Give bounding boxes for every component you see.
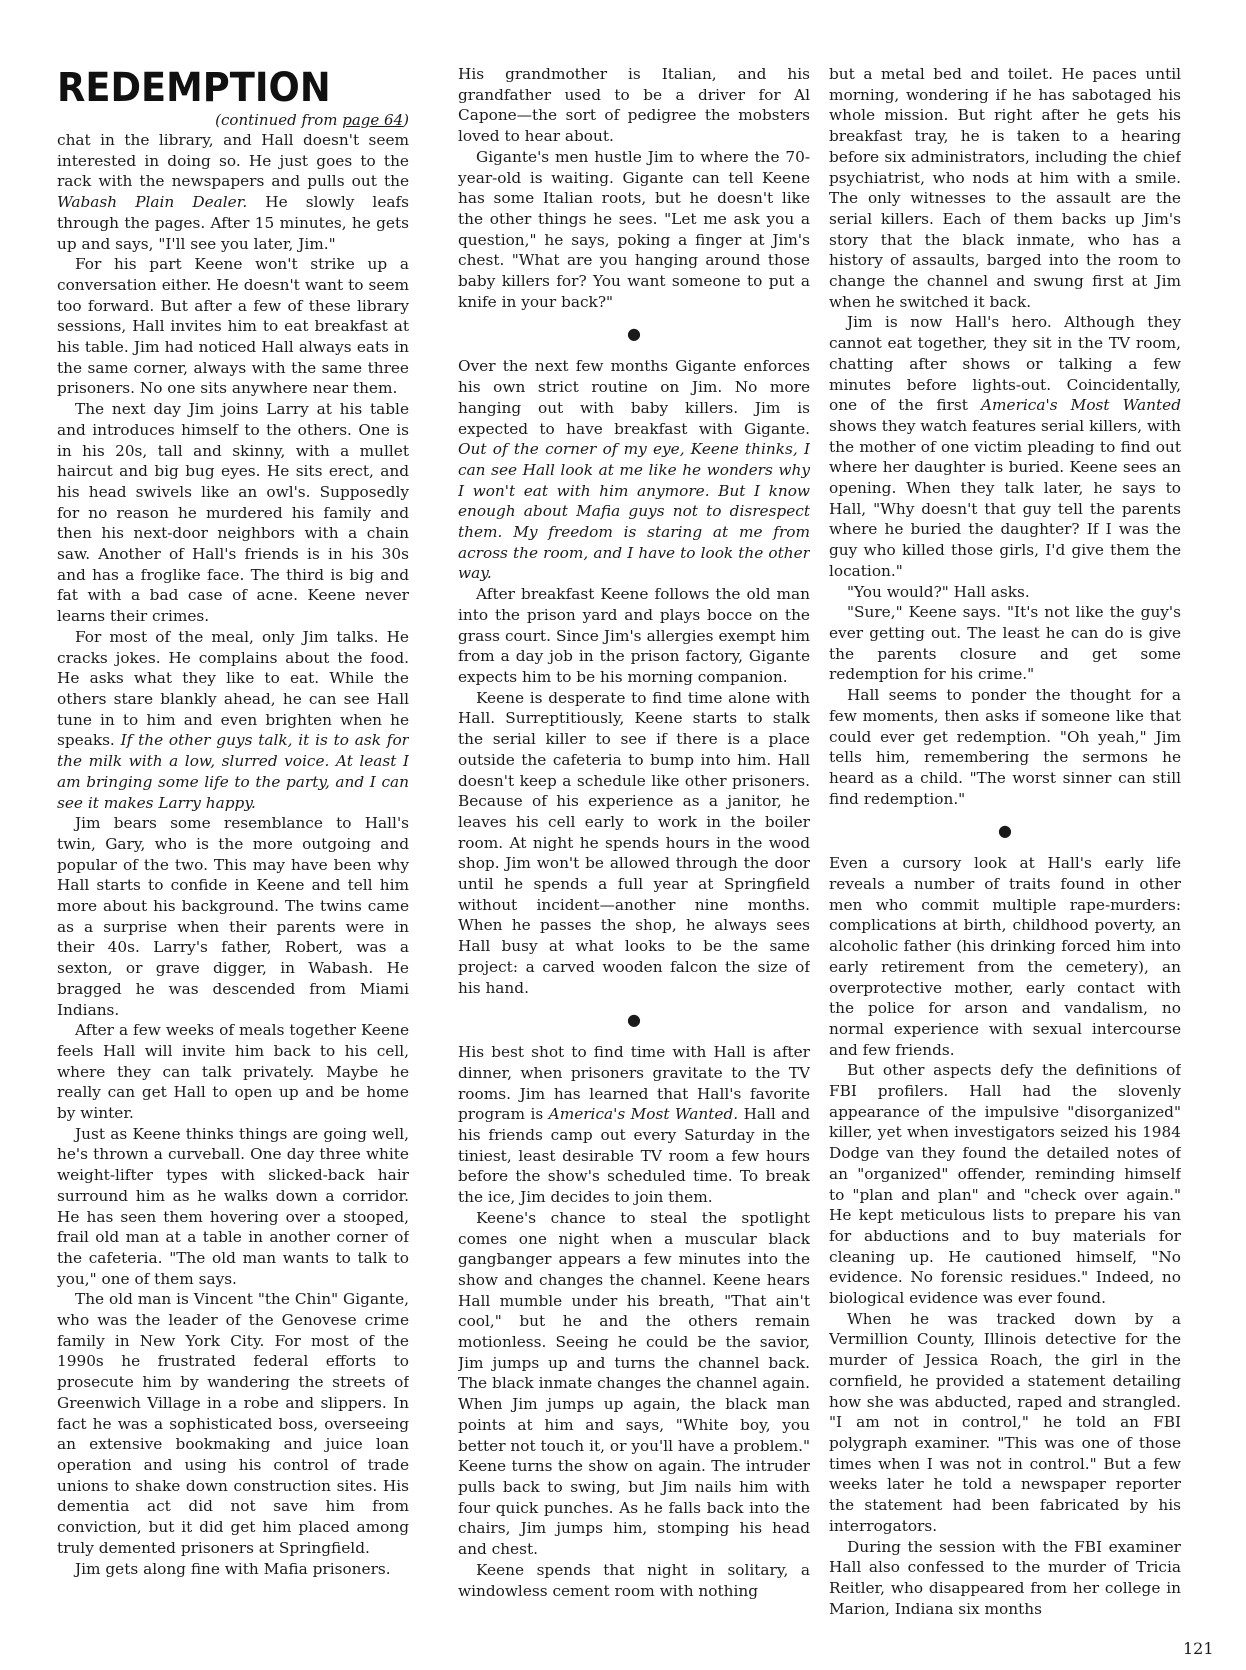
paragraph-text: Jim is now Hall's hero. Although they cannot eat together, they sit in the TV room, chatting after shows or talking a few minutes before lights-out. Coincidentally, one of the first [829, 313, 1181, 415]
paragraph-text: shows they watch features serial killers, with the mother of one victim pleading to find out where her daughter is buried. Keene sees an opening. When they talk later, he says to Hall, "Why doesn't that guy tell the parents where he buried the daughter? If I was the guy who killed those girls, I'd give them the location." [829, 416, 1181, 580]
paragraph [829, 312, 1181, 581]
paragraph: Keene's chance to steal the spotlight comes one night when a muscular black gangbanger appears a few minutes into the show and changes the channel. Keene hears Hall mumble under his breath, "That ain't cool," but he and the others remain motionless. Seeing he could be the savior, Jim jumps up and turns the channel back. The black inmate changes the channel again. When Jim jumps up again, the black man points at him and says, "White boy, you better not touch it, or you'll have a problem." Keene turns the show on again. The intruder pulls back to swing, but Jim nails him with four quick punches. As he falls back into the chairs, Jim jumps him, stomping his head and chest. [458, 1208, 810, 1559]
paragraph: Jim gets along fine with Mafia prisoners. [75, 1559, 391, 1578]
page-number: 121 [1183, 1639, 1214, 1658]
paragraph: His grandmother is Italian, and his grandfather used to be a driver for Al Capone—the sort of pedigree the mobsters loved to hear about. [458, 65, 810, 146]
continued-prefix: (continued from [215, 111, 343, 129]
paragraph: Just as Keene thinks things are going well, he's thrown a curveball. One day three white weight-lifter types with slicked-back hair surround him as he walks down a corridor. He has seen them hovering over a stooped, frail old man at a table in another corner of the cafeteria. "The old man wants to talk to you," one of them says. [57, 1124, 409, 1288]
paragraph: "You would?" Hall asks. [847, 582, 1030, 601]
paragraph [57, 627, 409, 813]
paragraph: Keene is desperate to find time alone with Hall. Surreptitiously, Keene starts to stalk the serial killer to see if there is a place outside the cafeteria to bump into him. Hall doesn't keep a schedule like other prisoners. Because of his experience as a janitor, he leaves his cell early to work in the boiler room. At night he spends hours in the wood shop. Jim won't be allowed through the door until he spends a full year at Springfield without incident—another nine months. When he passes the shop, he always sees Hall busy at what looks to be the same project: a carved wooden falcon the size of his hand. [458, 688, 810, 997]
article-title: REDEMPTION [57, 65, 331, 111]
paragraph: Keene spends that night in solitary, a windowless cement room with nothing [458, 1560, 810, 1600]
continued-note [57, 110, 409, 130]
paragraph [458, 1042, 810, 1208]
paragraph [57, 130, 409, 254]
column-2 [458, 64, 810, 1664]
paragraph-text: chat in the library, and Hall doesn't seem interested in doing so. He just goes to the rack with the newspapers and pulls out the [57, 131, 409, 191]
paragraph-italic: Out of the corner of my eye, Keene thinks, I can see Hall look at me like he wonders why I won't eat with him anymore. But I know enough about Mafia guys not to disrespect them. My freedom is staring at me from across the room, and I have to look the other way. [458, 440, 810, 583]
paragraph: Jim bears some resemblance to Hall's twin, Gary, who is the more outgoing and popular of the two. This may have been why Hall starts to confide in Keene and tell him more about his background. The twins came as a surprise when their parents were in their 40s. Larry's father, Robert, was a sexton, or grave digger, in Wabash. He bragged he was descended from Miami Indians. [57, 814, 409, 1019]
continued-page-link[interactable]: page 64 [342, 111, 404, 129]
paragraph: The next day Jim joins Larry at his table and introduces himself to the others. One is in his 20s, tall and skinny, with a mullet haircut and big bug eyes. He sits erect, and his head swivels like an owl's. Supposedly for no reason he murdered his family and then his next-door neighbors with a chain saw. Another of Hall's friends is in his 30s and has a froglike face. The third is big and fat with a bad case of acne. Keene never learns their crimes. [57, 400, 409, 626]
paragraph: but a metal bed and toilet. He paces until morning, wondering if he has sabotaged his whole mission. But right after he gets his breakfast tray, he is taken to a hearing before six administrators, including the chief psychiatrist, who nods at him with a smile. The only witnesses to the assault are the serial killers. Each of them backs up Jim's story that the black inmate, who has a history of assaults, barged into the room to change the channel and swung first at Jim when he switched it back. [829, 65, 1181, 311]
paragraph: Gigante's men hustle Jim to where the 70-year-old is waiting. Gigante can tell Keene has some Italian roots, but he doesn't like the other things he sees. "Let me ask you a question," he says, poking a finger at Jim's chest. "What are you hanging around those baby killers for? You want someone to put a knife in your back?" [458, 147, 810, 311]
paragraph: Even a cursory look at Hall's early life reveals a number of traits found in other men who commit multiple rape-murders: complications at birth, childhood poverty, an alcoholic father (his drinking forced him into early retirement from the cemetery), an overprotective mother, early contact with the police for arson and vandalism, no normal experience with sexual intercourse and few friends. [829, 854, 1181, 1059]
paragraph-text: He slowly leafs through the pages. After 15 minutes, he gets up and says, "I'll see you later, Jim." [57, 193, 409, 253]
paragraph: During the session with the FBI examiner Hall also confessed to the murder of Tricia Reitler, who disappeared from her college in Marion, Indiana six months [829, 1537, 1181, 1618]
section-break-bullet: ● [998, 821, 1012, 841]
paragraph-italic: America's Most Wanted. [548, 1105, 739, 1124]
paragraph: After a few weeks of meals together Keene feels Hall will invite him back to his cell, where they can talk privately. Maybe he really can get Hall to open up and be home by winter. [57, 1021, 409, 1123]
column-1 [57, 64, 409, 1664]
paragraph-text: His best shot to find time with Hall is after dinner, when prisoners gravitate to the TV rooms. Jim has learned that Hall's favorite program is [458, 1043, 810, 1124]
paragraph-italic: Wabash Plain Dealer. [57, 193, 248, 212]
paragraph: The old man is Vincent "the Chin" Gigante, who was the leader of the Genovese crime family in New York City. For most of the 1990s he frustrated federal efforts to prosecute him by wandering the streets of Greenwich Village in a robe and slippers. In fact he was a sophisticated boss, overseeing an extensive bookmaking and juice loan operation and using his control of trade unions to shake down construction sites. His dementia act did not save him from conviction, but it did get him placed among truly demented prisoners at Springfield. [57, 1290, 409, 1557]
section-break-bullet: ● [627, 1010, 641, 1030]
paragraph: After breakfast Keene follows the old man into the prison yard and plays bocce on the grass court. Since Jim's allergies exempt him from a day job in the prison factory, Gigante expects him to be his morning companion. [458, 585, 810, 686]
paragraph-text: For most of the meal, only Jim talks. He cracks jokes. He complains about the food. He asks what they like to eat. While the others stare blankly ahead, he can see Hall tune in to him and even brighten when he speaks. [57, 627, 409, 750]
column-3 [829, 64, 1181, 1664]
paragraph [458, 356, 810, 584]
paragraph-italic: America's Most Wanted [981, 396, 1181, 415]
paragraph-italic: If the other guys talk, it is to ask for the milk with a low, slurred voice. At least I am bringing some life to the party, and I can see it makes Larry happy. [57, 731, 409, 812]
paragraph: Hall seems to ponder the thought for a few moments, then asks if someone like that could ever get redemption. "Oh yeah," Jim tells him, remembering the sermons he heard as a child. "The worst sinner can still find redemption." [829, 686, 1181, 808]
paragraph: "Sure," Keene says. "It's not like the guy's ever getting out. The least he can do is give the parents closure and get some redemption for his crime." [829, 603, 1181, 684]
paragraph: But other aspects defy the definitions of FBI profilers. Hall had the slovenly appearance of the impulsive "disorganized" killer, yet when investigators seized his 1984 Dodge van they found the detailed notes of an "organized" offender, reminding himself to "plan and plan" and "check over again." He kept meticulous lists to prepare his van for abductions and to buy materials for cleaning up. He cautioned himself, "No evidence. No forensic residues." Indeed, no biological evidence was ever found. [829, 1061, 1181, 1308]
section-break-bullet: ● [627, 324, 641, 344]
paragraph: When he was tracked down by a Vermillion County, Illinois detective for the murder of Jessica Roach, the girl in the cornfield, he provided a statement detailing how she was abducted, raped and strangled. "I am not in control," he told an FBI polygraph examiner. "This was one of those times when I was not in control." But a few weeks later he told a newspaper reporter the statement had been fabricated by his interrogators. [829, 1309, 1181, 1535]
paragraph: For his part Keene won't strike up a conversation either. He doesn't want to seem too forward. But after a few of these library sessions, Hall invites him to eat breakfast at his table. Jim had noticed Hall always eats in the same corner, always with the same three prisoners. No one sits anywhere near them. [57, 255, 409, 398]
paragraph-text: Hall and his friends camp out every Saturday in the tiniest, least desirable TV room a few hours before the show's scheduled time. To break the ice, Jim decides to join them. [458, 1105, 810, 1207]
continued-suffix: ) [403, 111, 409, 129]
paragraph-text: Over the next few months Gigante enforces his own strict routine on Jim. No more hanging out with baby killers. Jim is expected to have breakfast with Gigante. [458, 357, 810, 438]
